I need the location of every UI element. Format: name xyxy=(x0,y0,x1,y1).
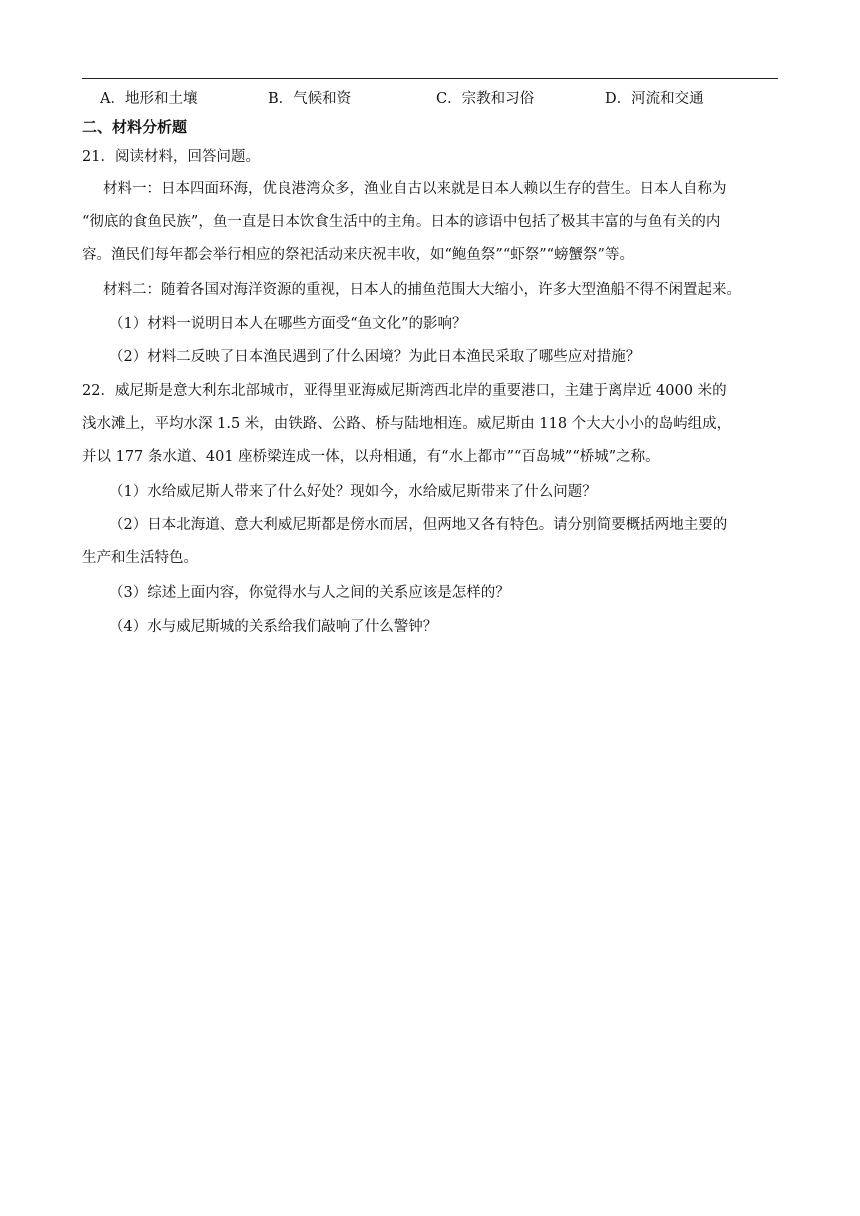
option-a: A．地形和土壤 xyxy=(100,91,198,107)
section-title: 二、材料分析题 xyxy=(82,118,188,136)
answer-options-row xyxy=(100,88,780,110)
q22-subquestion-2-line: 生产和生活特色。 xyxy=(82,550,198,566)
q21-subquestion-2: （2）材料二反映了日本渔民遇到了什么困境？为此日本渔民采取了哪些应对措施？ xyxy=(109,349,641,365)
q22-subquestion-3: （3）综述上面内容，你觉得水与人之间的关系应该是怎样的？ xyxy=(109,585,510,601)
option-b: B．气候和资 xyxy=(268,91,352,107)
q21-material1-line: 材料一：日本四面环海，优良港湾众多，渔业自古以来就是日本人赖以生存的营生。日本人自称为 xyxy=(103,181,727,197)
q22-subquestion-2-line: （2）日本北海道、意大利威尼斯都是傍水而居，但两地又各有特色。请分别简要概括两地主要的 xyxy=(109,517,728,533)
question-22-stem-line: 浅水滩上，平均水深 1.5 米，由铁路、公路、桥与陆地相连。威尼斯由 118 个大大小小的岛屿组成， xyxy=(82,416,732,432)
q21-material1-line: “彻底的食鱼民族”，鱼一直是日本饮食生活中的主角。日本的谚语中包括了极其丰富的与鱼有关的内 xyxy=(82,214,721,230)
q22-subquestion-1: （1）水给威尼斯人带来了什么好处？现如今，水给威尼斯带来了什么问题？ xyxy=(109,484,597,500)
header-divider xyxy=(82,78,778,79)
q21-material2: 材料二：随着各国对海洋资源的重视，日本人的捕鱼范围大大缩小，许多大型渔船不得不闲置起来。 xyxy=(103,282,741,298)
option-d: D．河流和交通 xyxy=(605,91,704,107)
q22-subquestion-4: （4）水与威尼斯城的关系给我们敲响了什么警钟？ xyxy=(109,619,438,635)
question-21-stem: 21．阅读材料，回答问题。 xyxy=(82,149,260,165)
question-22-stem-line: 22．威尼斯是意大利东北部城市，亚得里亚海威尼斯湾西北岸的重要港口，主建于离岸近 4000 米的 xyxy=(82,383,727,399)
question-22-stem-line: 并以 177 条水道、401 座桥梁连成一体，以舟相通，有“水上都市”“百岛城”“桥城”之称。 xyxy=(82,449,660,465)
option-c: C．宗教和习俗 xyxy=(436,91,535,107)
q21-subquestion-1: （1）材料一说明日本人在哪些方面受“鱼文化”的影响？ xyxy=(109,316,467,332)
q21-material1-line: 容。渔民们每年都会举行相应的祭祀活动来庆祝丰收，如“鲍鱼祭”“虾祭”“螃蟹祭”等。 xyxy=(82,247,634,263)
